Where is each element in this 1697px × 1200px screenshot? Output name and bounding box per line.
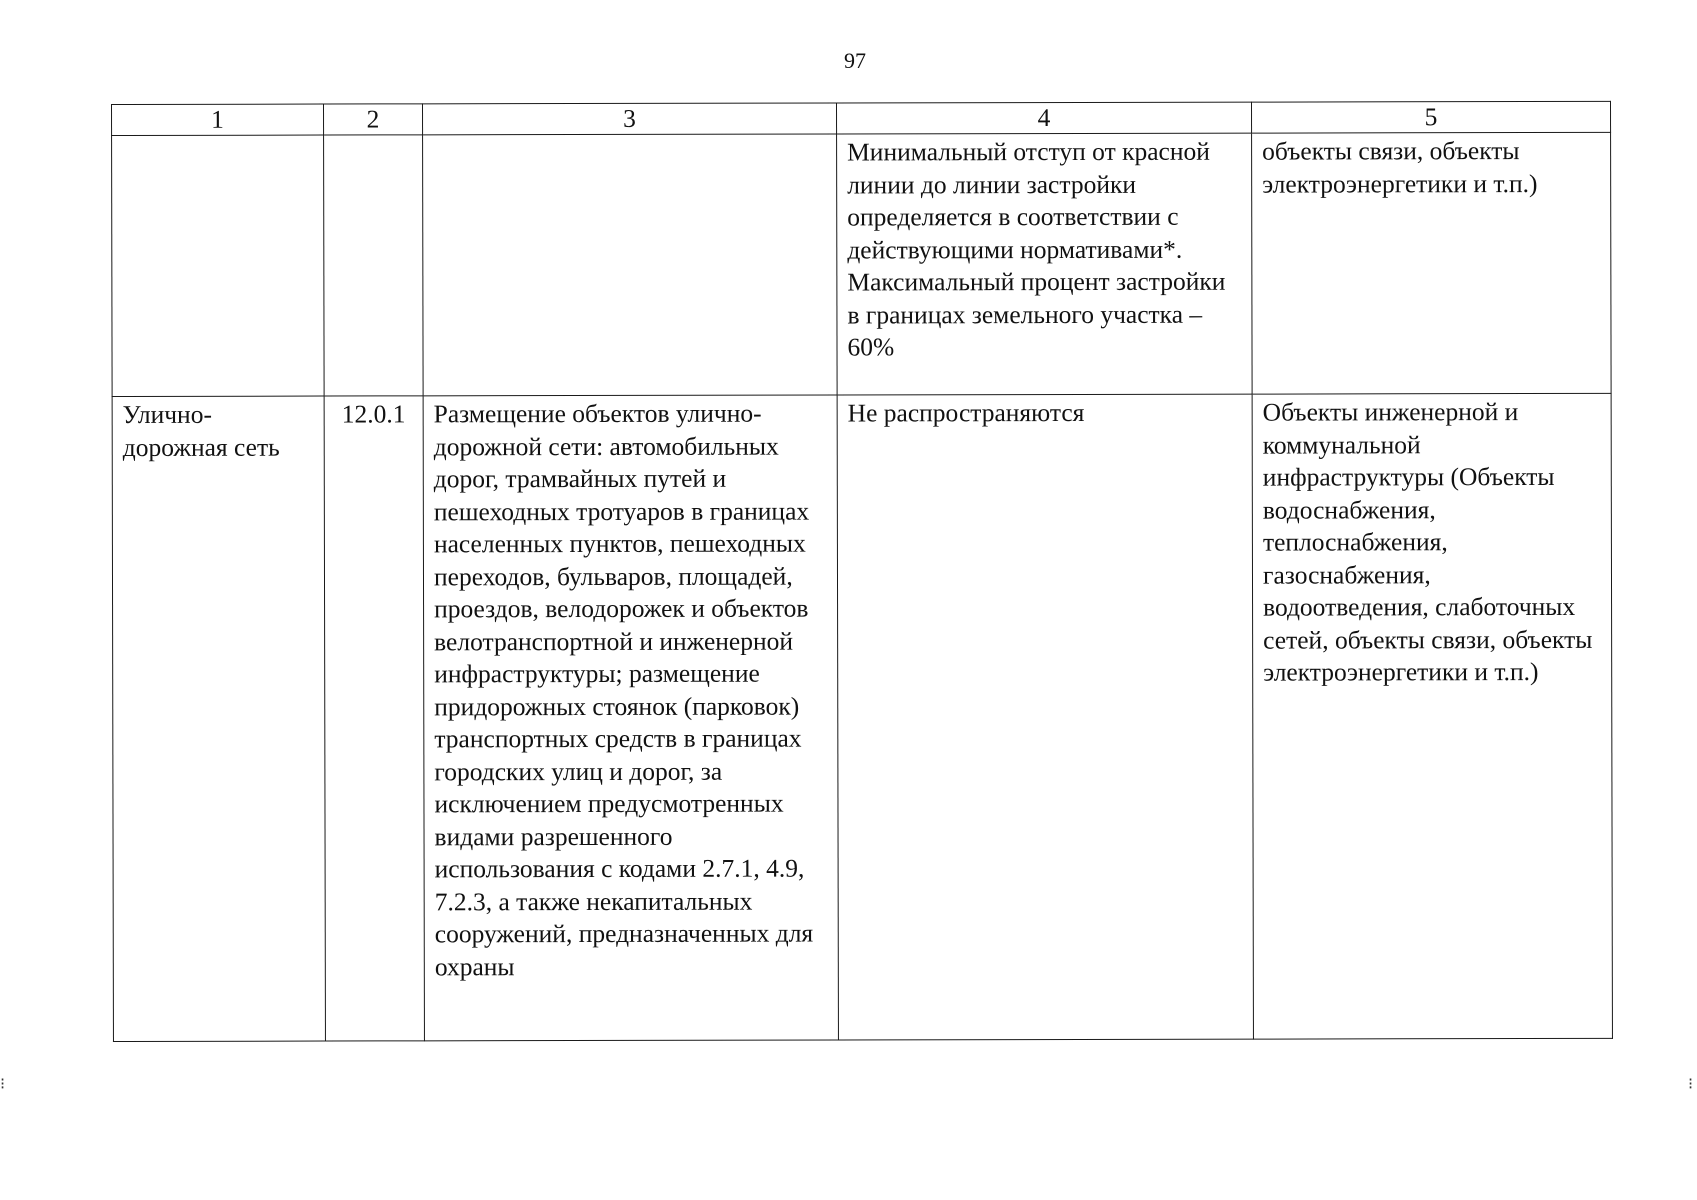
table-row: [112, 132, 1612, 396]
cell-use-code: 12.0.1: [324, 396, 424, 1041]
cell-parameters: Минимальный отступ от красной линии до линии застройки определяется в соответствии с действующими нормативами*. Максимальный процент застройки в границах земельного участка – 60%: [837, 133, 1253, 395]
cell-parameters: Не распространяются: [837, 394, 1253, 1040]
cell-use-description: Размещение объектов улично-дорожной сети: автомобильных дорог, трамвайных путей и пешеходных тротуаров в границах населенных пунктов, пешеходных переходов, бульваров, площадей, проездов, велодорожек и объектов велотранспортной и инженерной инфраструктуры; размещение придорожных стоянок (парковок) транспортных средств в границах городских улиц и дорог, за исключением предусмотренных видами разрешенного использования с кодами 2.7.1, 4.9, 7.2.3, а также некапитальных сооружений, предназначенных для охраны: [423, 395, 838, 1041]
column-header-5: 5: [1251, 101, 1610, 133]
cell-related-objects: объекты связи, объекты электроэнергетики и т.п.): [1252, 132, 1612, 394]
scan-edge-mark-right: ⁝: [1688, 1074, 1694, 1093]
cell-use-code: [324, 135, 424, 396]
cell-use-name: [112, 135, 325, 396]
land-use-table: [111, 101, 1613, 1042]
column-header-4: 4: [836, 102, 1251, 134]
cell-related-objects: Объекты инженерной и коммунальной инфраструктуры (Объекты водоснабжения, теплоснабжения, газоснабжения, водоотведения, слаботочных сетей, объекты связи, объекты электроэнергетики и т.п.): [1252, 393, 1612, 1039]
column-header-2: 2: [324, 104, 423, 135]
header-row: [112, 101, 1611, 135]
page-number: 97: [844, 48, 866, 73]
column-header-1: 1: [112, 104, 324, 135]
cell-use-description: [423, 134, 838, 396]
table-row: [112, 393, 1612, 1041]
cell-use-name: Улично-дорожная сеть: [112, 396, 325, 1041]
column-header-3: 3: [423, 103, 837, 135]
scan-edge-mark-left: ⁝: [0, 1074, 6, 1093]
